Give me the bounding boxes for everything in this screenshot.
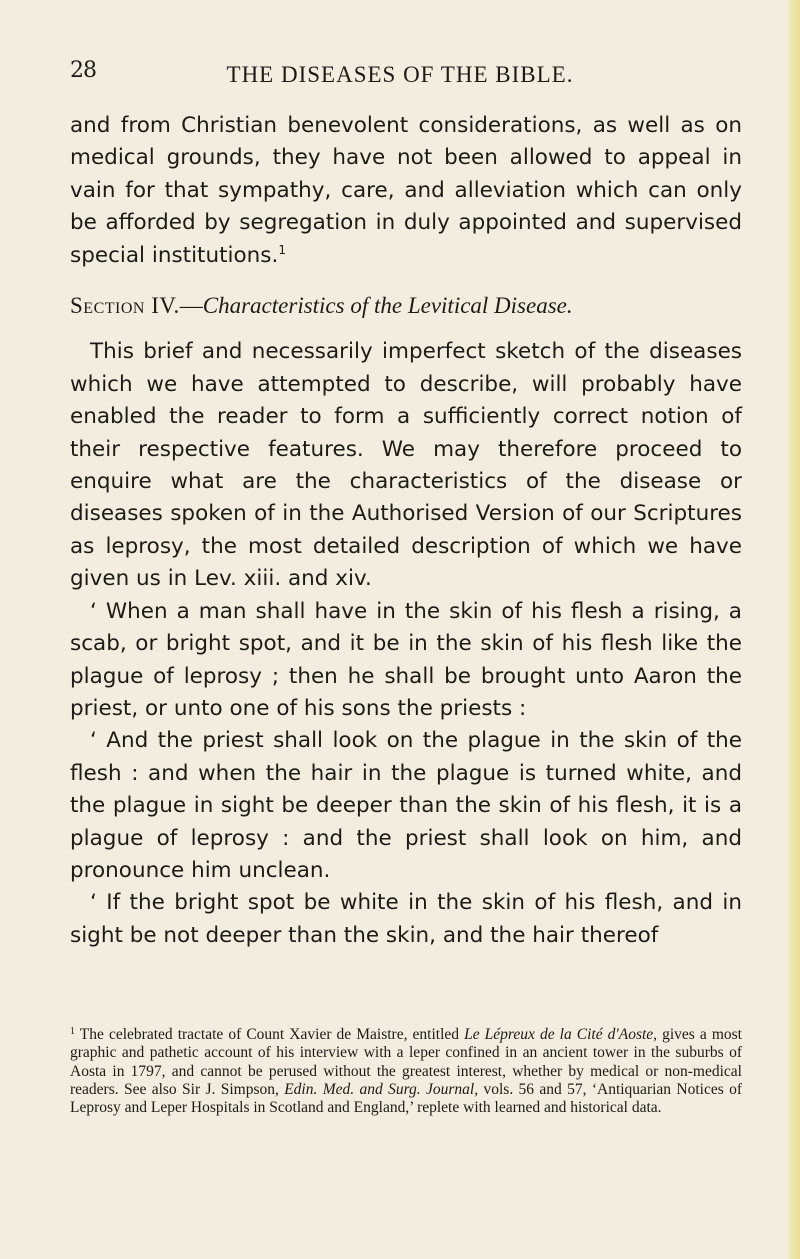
page-edge xyxy=(786,0,800,1259)
running-head: THE DISEASES OF THE BIBLE. xyxy=(226,62,574,87)
section-heading xyxy=(70,290,742,322)
footnote-text: vols. 56 and 57, ‘Antiquarian Notices of Leprosy and Leper Hospitals in Scotland and England,’ replete with learned and historical data. xyxy=(70,1080,742,1117)
footnote xyxy=(70,1023,742,1117)
paragraph-text: and from Christian benevolent considerations, as well as on medical grounds, they have not been allowed to appeal in vain for that sympathy, care, and alleviation which can only be afforded by segregation in duly appointed and supervised special institutions. xyxy=(70,113,742,268)
section-title: Characteristics of the Levitical Disease. xyxy=(202,293,573,319)
paragraph-continued xyxy=(70,110,742,272)
section-dash: — xyxy=(179,293,203,319)
footnote-work-title: Le Lépreux de la Cité d'Aoste, xyxy=(464,1026,658,1043)
section-label: Section IV. xyxy=(70,293,180,319)
quotation-paragraph: ‘ If the bright spot be white in the skin of his flesh, and in sight be not deeper than the skin, and the hair thereof xyxy=(70,890,742,948)
page-header xyxy=(0,58,800,90)
body-text xyxy=(70,110,742,952)
quotation-paragraph: ‘ And the priest shall look on the plague in the skin of the flesh : and when the hair in the plague is turned white, and the plague in sight be deeper than the skin of his flesh, it is a plague of leprosy : and the priest shall look on him, and pronounce him unclean. xyxy=(70,728,742,883)
footnote-text: The celebrated tractate of Count Xavier de Maistre, entitled xyxy=(79,1026,465,1043)
footnote-journal-title: Edin. Med. and Surg. Journal, xyxy=(284,1080,479,1098)
page-number: 28 xyxy=(70,58,96,83)
footnote-mark: 1 xyxy=(70,1026,75,1037)
footnote-reference: 1 xyxy=(278,242,286,257)
paragraph: This brief and necessarily imperfect sketch of the diseases which we have attempted to describe, will probably have enabled the reader to form a sufficiently correct notion of their respective features. We may therefore proceed to enquire what are the characteristics of the disease or diseases spoken of in the Authorised Version of our Scriptures as leprosy, the most detailed description of which we have given us in Lev. xiii. and xiv. xyxy=(70,339,742,592)
footnote-text: gives a most graphic and pathetic account of his interview with a leper confined in an ancient tower in the suburbs of Aosta in 1797, and cannot be perused without the greatest interest, whether by medical or non-medical readers. See also Sir J. Simpson, xyxy=(70,1026,742,1098)
quotation-paragraph: ‘ When a man shall have in the skin of his flesh a rising, a scab, or bright spot, and it be in the skin of his flesh like the plague of leprosy ; then he shall be brought unto Aaron the priest, or unto one of his sons the priests : xyxy=(70,598,742,721)
